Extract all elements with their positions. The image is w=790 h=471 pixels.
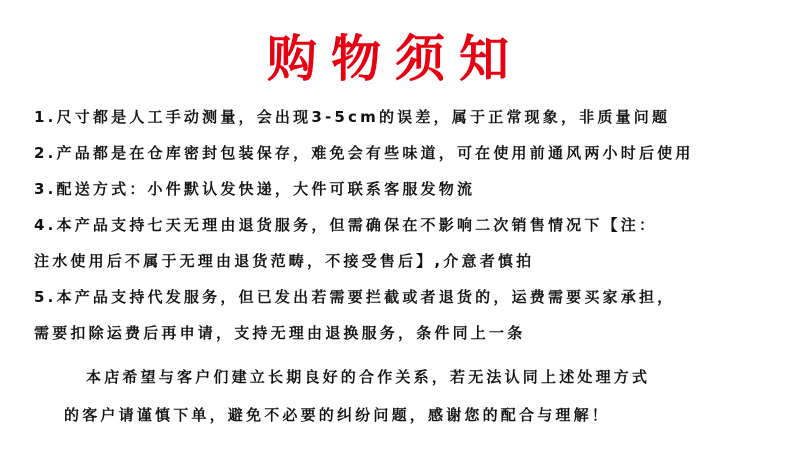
- rule-line-1: 1.尺寸都是人工手动测量，会出现3-5cm的误差，属于正常现象，非质量问题: [34, 108, 671, 126]
- closing-line-2: 的客户请谨慎下单，避免不必要的纠纷问题，感谢您的配合与理解！: [64, 406, 611, 424]
- rule-line-5-continued: 需要扣除运费后再申请，支持无理由退换服务，条件同上一条: [34, 324, 526, 342]
- closing-line-1: 本店希望与客户们建立长期良好的合作关系，若无法认同上述处理方式: [86, 368, 651, 386]
- rule-line-3: 3.配送方式：小件默认发快递，大件可联系客服发物流: [34, 180, 476, 198]
- notice-title: 购物须知: [267, 30, 523, 88]
- rules-list: [34, 106, 774, 358]
- rule-line-4-continued: 注水使用后不属于无理由退货范畴，不接受售后】,介意者慎拍: [34, 252, 535, 270]
- closing-statement: [0, 366, 790, 442]
- rule-line-5: 5.本产品支持代发服务，但已发出若需要拦截或者退货的，运费需要买家承担，: [34, 288, 676, 306]
- rule-line-4: 4.本产品支持七天无理由退货服务，但需确保在不影响二次销售情况下【注：: [34, 216, 658, 234]
- rule-line-2: 2.产品都是在仓库密封包装保存，难免会有些味道，可在使用前通风两小时后使用: [34, 144, 694, 162]
